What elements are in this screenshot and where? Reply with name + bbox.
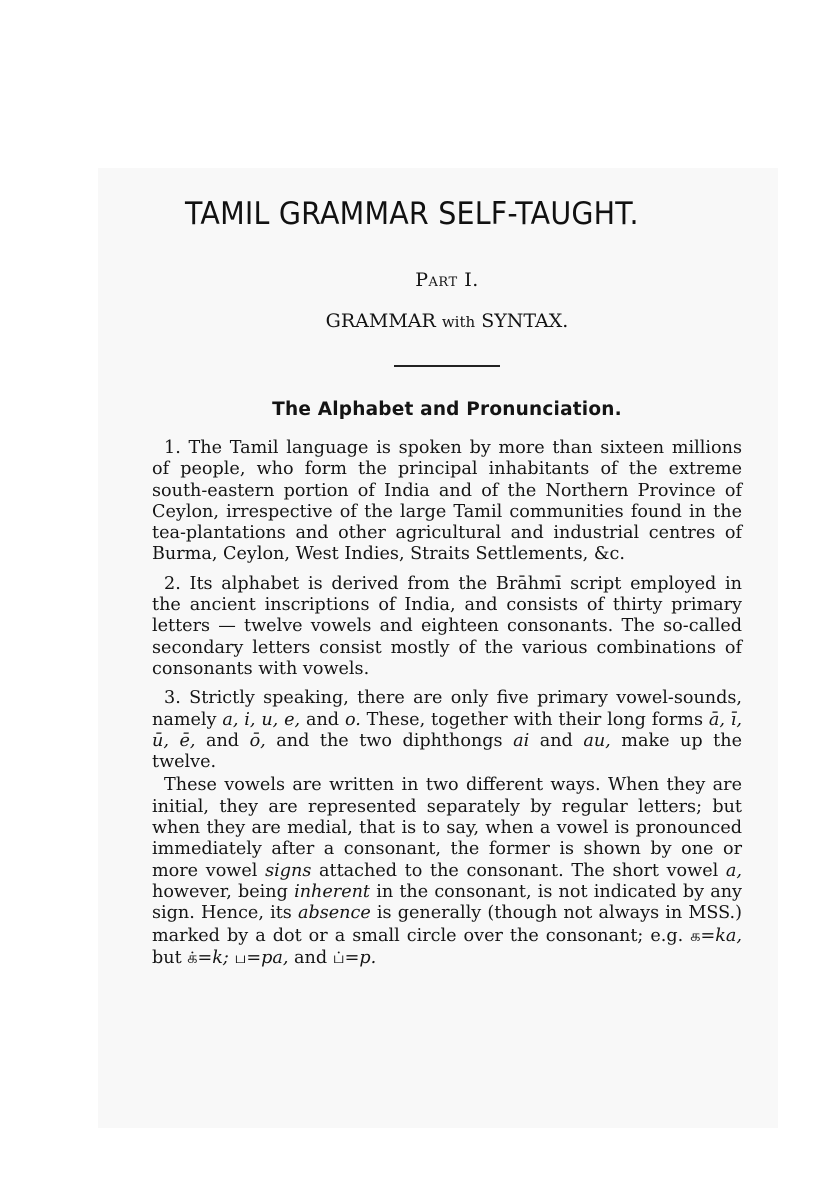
paragraph-4-text-7: and <box>288 947 333 968</box>
paragraph-3-text-5: and the two diphthongs <box>265 730 514 751</box>
subtitle-word-grammar: GRAMMAR <box>325 310 436 332</box>
paragraph-4-text-1: These vowels are written in two different ways. When they are initial, they are represented separately by regular letters; but when they are medial, that is to say, when a vowel is pronounced immediately after a consonant, the former is shown by one or more vowel <box>152 775 742 881</box>
section-heading: The Alphabet and Pronunciation. <box>272 399 622 420</box>
subtitle-word-with: with <box>441 313 476 331</box>
long-vowels-1: ā, ī, ū, ē, <box>152 709 742 751</box>
subtitle <box>152 310 742 332</box>
roman-k: k; <box>212 947 229 968</box>
divider-rule <box>394 365 500 367</box>
diphthong-ai: ai <box>513 730 530 751</box>
paragraph-3-text-2: and <box>300 709 345 730</box>
part-label: Part <box>415 269 458 291</box>
roman-p: p. <box>359 947 377 968</box>
emphasis-inherent: inherent <box>294 881 371 902</box>
paragraph-4-text-5: is generally (though not always in MSS.) marked by a dot or a small circle over the consonant; e.g. <box>152 903 742 946</box>
paragraph-3-text-3: These, together with their long forms <box>360 709 709 730</box>
equals-sign-2: = <box>197 947 213 968</box>
short-vowel-a: a, <box>725 860 743 881</box>
paragraph-4-text-6: but <box>152 947 188 968</box>
book-title: TAMIL GRAMMAR SELF-TAUGHT. <box>185 196 639 232</box>
tamil-letter-ka: க <box>690 925 701 945</box>
paragraph-3-text-1: 3. Strictly speaking, there are only five primary vowel-sounds, namely <box>152 688 742 730</box>
emphasis-signs: signs <box>265 860 312 881</box>
paragraph-1: 1. The Tamil language is spoken by more than sixteen millions of people, who form the principal inhabitants of the extreme south-eastern portion of India and of the Northern Province of Ceylon, irrespective of the large Tamil communities found in the tea-plantations and other agricultural and industrial centres of Burma, Ceylon, West Indies, Straits Settlements, &c. <box>152 438 742 565</box>
emphasis-absence: absence <box>297 903 371 924</box>
short-vowel-o: o. <box>344 709 361 730</box>
page-content <box>152 196 742 977</box>
tamil-letter-k: க் <box>187 947 198 967</box>
part-heading <box>152 269 742 291</box>
roman-ka: ka, <box>715 925 742 946</box>
tamil-letter-p: ப் <box>332 947 345 967</box>
roman-pa: pa, <box>261 947 289 968</box>
paragraph-3-text-7: make up the twelve. <box>152 730 742 773</box>
diphthong-au: au, <box>583 730 611 751</box>
paragraph-4 <box>152 775 742 969</box>
equals-sign-4: = <box>344 947 360 968</box>
equals-sign-1: = <box>700 925 716 946</box>
equals-sign-3: = <box>246 947 262 968</box>
part-number: I. <box>464 269 479 291</box>
subtitle-word-syntax: SYNTAX. <box>481 310 569 332</box>
paragraph-2: 2. Its alphabet is derived from the Brāhmī script employed in the ancient inscriptions of India, and consists of thirty primary letters — twelve vowels and eighteen consonants. The so-called secondary letters consist mostly of the various combinations of consonants with vowels. <box>152 573 742 679</box>
body-text <box>152 438 742 969</box>
long-vowel-o: ō, <box>249 730 266 751</box>
short-vowels-1: a, i, u, e, <box>222 709 301 730</box>
paragraph-4-text-2: attached to the consonant. The short vowel <box>311 860 726 881</box>
tamil-letter-pa: ப <box>234 947 247 967</box>
paragraph-4-text-3: however, being <box>152 881 295 902</box>
paragraph-4-text-4: in the consonant, is not indicated by any sign. Hence, its <box>152 881 742 924</box>
paragraph-3-text-4: and <box>195 730 250 751</box>
paragraph-3 <box>152 688 742 773</box>
paragraph-3-text-6: and <box>529 730 584 751</box>
